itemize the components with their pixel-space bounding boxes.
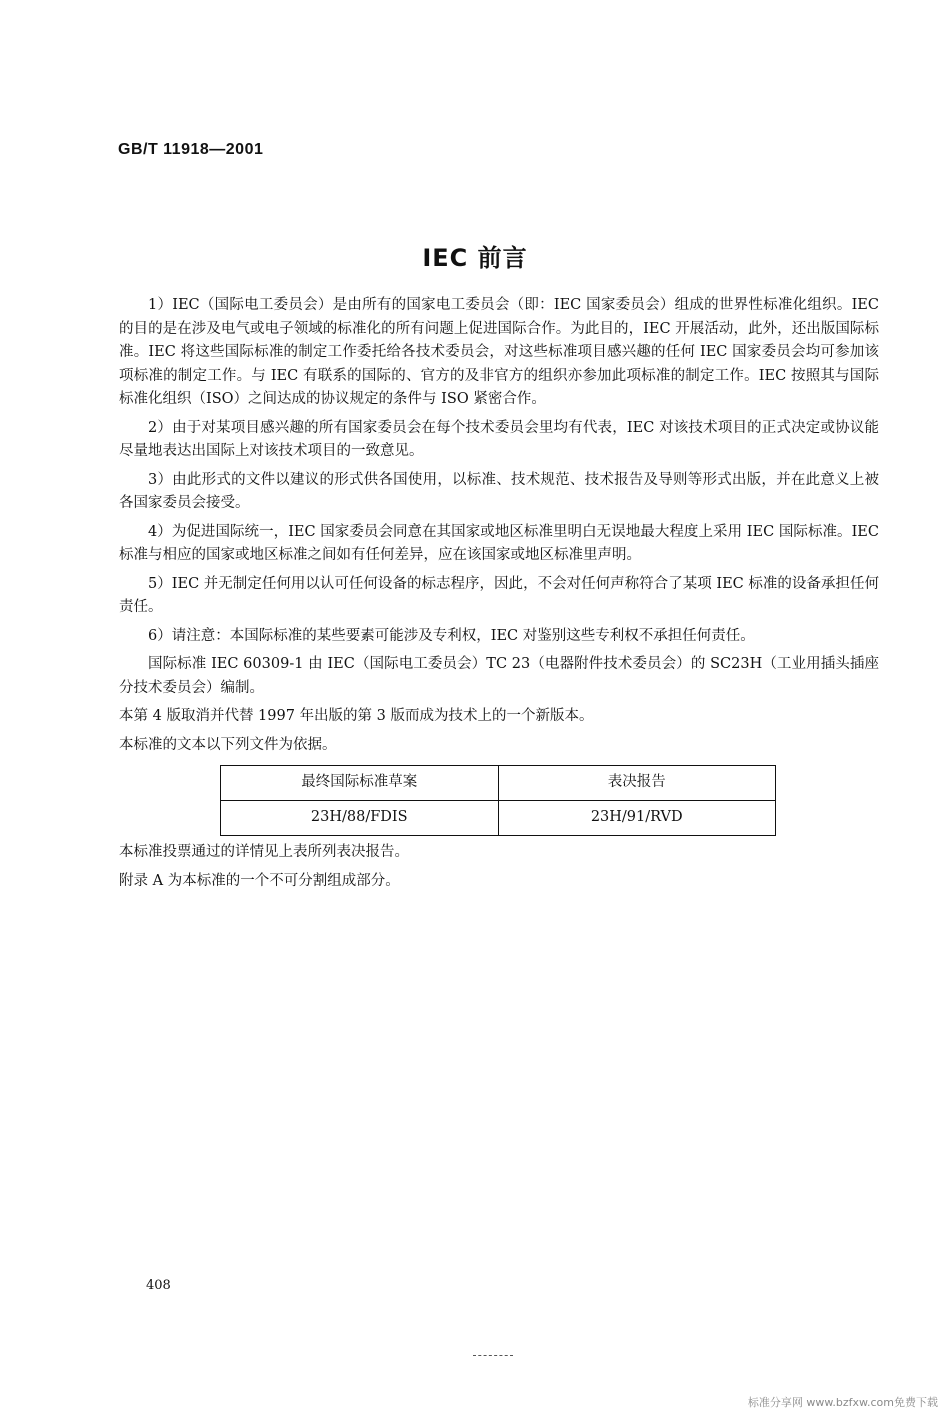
table-cell-fdis: 23H/88/FDIS bbox=[221, 801, 499, 836]
foreword-clause-3: 3）由此形式的文件以建议的形式供各国使用，以标准、技术规范、技术报告及导则等形式出版，并在此意义上被各国家委员会接受。 bbox=[119, 471, 879, 511]
basis-intro: 本标准的文本以下列文件为依据。 bbox=[119, 736, 337, 753]
table-header-row bbox=[221, 766, 776, 801]
foreword-clause-4: 4）为促进国际统一，IEC 国家委员会同意在其国家或地区标准里明白无误地最大程度上采用 IEC 国际标准。IEC 标准与相应的国家或地区标准之间如有任何差异，应在该国家或地区标准里声明。 bbox=[119, 523, 879, 563]
table-header-fdis: 最终国际标准草案 bbox=[221, 766, 499, 801]
standard-code: GB/T 11918—2001 bbox=[118, 141, 264, 158]
annex-note: 附录 A 为本标准的一个不可分割组成部分。 bbox=[119, 872, 400, 889]
edition-note: 本第 4 版取消并代替 1997 年出版的第 3 版而成为技术上的一个新版本。 bbox=[119, 708, 594, 724]
basis-documents-table bbox=[220, 765, 776, 836]
foreword-clause-5: 5）IEC 并无制定任何用以认可任何设备的标志程序，因此，不会对任何声称符合了某项 IEC 标准的设备承担任何责任。 bbox=[119, 575, 879, 615]
footer-divider bbox=[473, 1355, 513, 1356]
preparation-note: 国际标准 IEC 60309-1 由 IEC（国际电工委员会）TC 23（电器附件技术委员会）的 SC23H（工业用插头插座分技术委员会）编制。 bbox=[119, 656, 879, 696]
table-cell-rvd: 23H/91/RVD bbox=[498, 801, 776, 836]
table-row bbox=[221, 801, 776, 836]
voting-note: 本标准投票通过的详情见上表所列表决报告。 bbox=[119, 844, 409, 860]
foreword-clause-1: 1）IEC（国际电工委员会）是由所有的国家电工委员会（即：IEC 国家委员会）组成的世界性标准化组织。IEC 的目的是在涉及电气或电子领域的标准化的所有问题上促进国际合作。为此目的，IEC 开展活动，此外，还出版国际标准。IEC 将这些国际标准的制定工作委托给各技术委员会，对这些标准项目感兴趣的任何 IEC 国家委员会均可参加该项标准的制定工作。与 IEC 有联系的国际的、官方的及非官方的组织亦参加此项标准的制定工作。IEC 按照其与国际标准化组织（ISO）之间达成的协议规定的条件与 ISO 紧密合作。 bbox=[119, 297, 879, 407]
foreword-body bbox=[119, 294, 879, 898]
table-header-rvd: 表决报告 bbox=[498, 766, 776, 801]
foreword-clause-2: 2）由于对某项目感兴趣的所有国家委员会在每个技术委员会里均有代表，IEC 对该技术项目的正式决定或协议能尽量地表达出国际上对该技术项目的一致意见。 bbox=[119, 419, 879, 459]
foreword-clause-6: 6）请注意：本国际标准的某些要素可能涉及专利权，IEC 对鉴别这些专利权不承担任何责任。 bbox=[148, 627, 755, 644]
page-title: IEC 前言 bbox=[422, 244, 528, 272]
page-number: 408 bbox=[146, 1278, 171, 1293]
site-watermark: 标准分享网 www.bzfxw.com免费下载 bbox=[747, 1396, 938, 1409]
